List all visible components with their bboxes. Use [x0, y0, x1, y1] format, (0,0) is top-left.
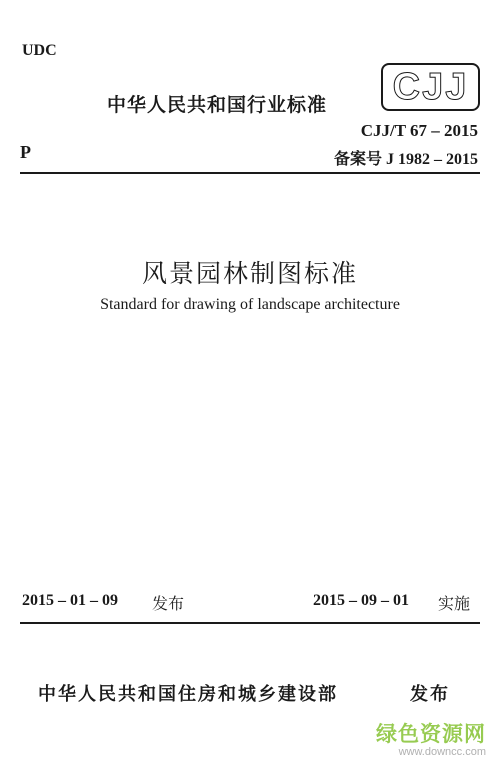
header-divider — [20, 172, 480, 174]
issue-label: 发布 — [152, 594, 185, 613]
cjj-logo: CJJ — [381, 63, 480, 111]
implementation-date: 2015 – 09 – 01 — [313, 592, 409, 609]
category-label: P — [20, 142, 31, 162]
footer-divider — [20, 622, 480, 624]
standard-code: CJJ/T 67 – 2015 — [360, 121, 478, 140]
issue-date: 2015 – 01 – 09 — [22, 592, 118, 609]
issuing-ministry: 中华人民共和国住房和城乡建设部 — [38, 684, 338, 705]
filing-number: 备案号 J 1982 – 2015 — [333, 151, 478, 168]
watermark-site-name: 绿色资源网 — [376, 722, 486, 746]
industry-standard-heading: 中华人民共和国行业标准 — [107, 94, 328, 116]
implementation-label: 实施 — [438, 594, 471, 613]
udc-label: UDC — [22, 42, 57, 59]
document-title-english: Standard for drawing of landscape architecture — [100, 296, 400, 313]
publish-label: 发布 — [410, 684, 450, 705]
watermark-url: www.downcc.com — [398, 746, 486, 758]
document-title-chinese: 风景园林制图标准 — [141, 259, 358, 288]
